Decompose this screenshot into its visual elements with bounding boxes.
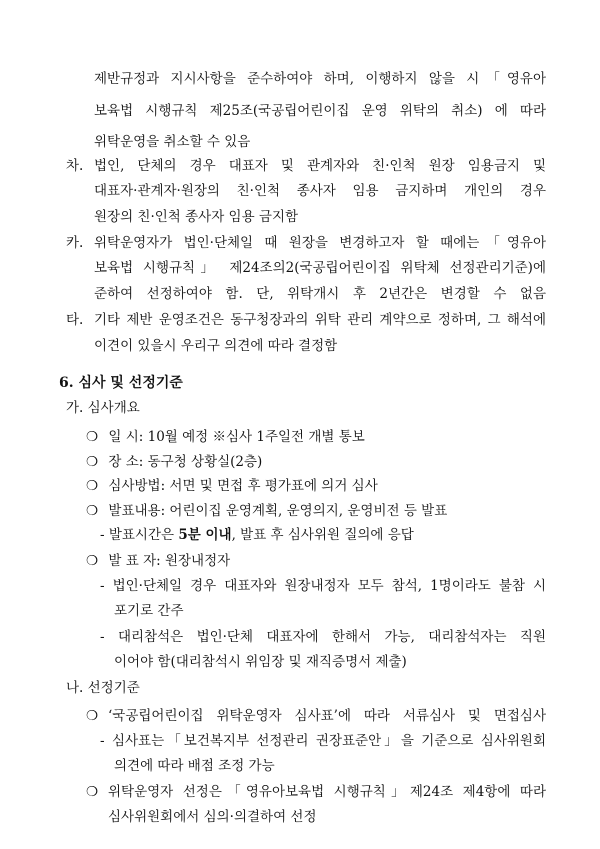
presenter-text: 원장내정자 bbox=[164, 553, 231, 569]
criteria-1-sub-line-2: 의견에 따라 배점 조정 가능 bbox=[114, 758, 275, 774]
circle-bullet-icon: ❍ bbox=[86, 503, 99, 519]
criteria-1-sub-line-1: - 심사표는「보건복지부 선정관리 권장표준안」을 기준으로 심사위원회 bbox=[100, 733, 546, 749]
section-6-title: 6. 심사 및 선정기준 bbox=[59, 375, 183, 391]
presentation-time-limit: 5분 이내 bbox=[178, 527, 232, 543]
item-ta-marker: 타. bbox=[66, 312, 84, 328]
circle-bullet-icon: ❍ bbox=[86, 784, 99, 800]
bullet-location bbox=[86, 452, 262, 472]
item-ka-line-2: 보육법 시행규칙」 제24조의2(국공립어린이집 위탁체 선정관리기준)에 bbox=[94, 260, 546, 276]
presentation-sub: - 발표시간은 5분 이내, 발표 후 심사위원 질의에 응답 bbox=[100, 527, 414, 543]
top-line-1: 제반규정과 지시사항을 준수하여야 하며, 이행하지 않을 시「영유아 bbox=[94, 71, 546, 87]
presentation-label: 발표내용: bbox=[108, 503, 166, 519]
bullet-criteria-2 bbox=[86, 782, 546, 802]
criteria-2-line-1: 위탁운영자 선정은「영유아보육법 시행규칙」제24조 제4항에 따라 bbox=[108, 784, 546, 800]
item-ka-line-3: 준하여 선정하여야 함. 단, 위탁개시 후 2년간은 변경할 수 없음 bbox=[94, 286, 546, 302]
item-ta-line-1: 기타 제반 운영조건은 동구청장과의 위탁 관리 계약으로 정하며, 그 해석에 bbox=[94, 312, 546, 328]
presentation-text: 어린이집 운영계획, 운영의지, 운영비전 등 발표 bbox=[169, 503, 448, 519]
item-ta-line-2: 이견이 있을시 우리구 의견에 따라 결정함 bbox=[94, 338, 338, 354]
circle-bullet-icon: ❍ bbox=[86, 478, 99, 494]
circle-bullet-icon: ❍ bbox=[86, 429, 99, 445]
location-label: 장 소: bbox=[108, 454, 144, 470]
bullet-presenter bbox=[86, 551, 230, 571]
item-ka-line-1: 위탁운영자가 법인·단체일 때 원장을 변경하고자 할 때에는「영유아 bbox=[94, 235, 546, 251]
method-text: 서면 및 면접 후 평가표에 의거 심사 bbox=[169, 478, 378, 494]
top-line-3: 위탁운영을 취소할 수 있음 bbox=[94, 134, 251, 150]
location-text: 동구청 상황실(2층) bbox=[147, 454, 263, 470]
item-cha-marker: 차. bbox=[66, 158, 84, 174]
circle-bullet-icon: ❍ bbox=[86, 454, 99, 470]
presenter-sub2-line-1: - 대리참석은 법인·단체 대표자에 한해서 가능, 대리참석자는 직원 bbox=[100, 629, 546, 645]
bullet-presentation bbox=[86, 501, 447, 521]
item-ka-marker: 카. bbox=[66, 235, 84, 251]
subsection-na-title: 나. 선정기준 bbox=[66, 680, 140, 696]
bullet-method bbox=[86, 476, 378, 496]
presenter-sub1-line-1: - 법인·단체일 경우 대표자와 원장내정자 모두 참석, 1명이라도 불참 시 bbox=[100, 578, 546, 594]
bullet-criteria-1 bbox=[86, 706, 546, 726]
presenter-sub1-line-2: 포기로 간주 bbox=[114, 603, 184, 619]
circle-bullet-icon: ❍ bbox=[86, 708, 99, 724]
presenter-sub2-line-2: 이어야 함(대리참석시 위임장 및 재직증명서 제출) bbox=[114, 654, 407, 670]
presenter-label: 발 표 자: bbox=[108, 553, 161, 569]
item-cha-line-2: 대표자·관계자·원장의 친·인척 종사자 임용 금지하며 개인의 경우 bbox=[94, 183, 546, 199]
criteria-2-line-2: 심사위원회에서 심의·의결하여 선정 bbox=[108, 809, 317, 825]
schedule-label: 일 시: bbox=[108, 429, 144, 445]
criteria-1-text: ‘국공립어린이집 위탁운영자 심사표’에 따라 서류심사 및 면접심사 bbox=[108, 708, 546, 724]
bullet-schedule bbox=[86, 427, 365, 447]
top-line-2: 보육법 시행규칙 제25조(국공립어린이집 운영 위탁의 취소) 에 따라 bbox=[94, 103, 546, 119]
circle-bullet-icon: ❍ bbox=[86, 553, 99, 569]
schedule-text: 10월 예정 ※심사 1주일전 개별 통보 bbox=[147, 429, 365, 445]
method-label: 심사방법: bbox=[108, 478, 166, 494]
item-cha-line-1: 법인, 단체의 경우 대표자 및 관계자와 친·인척 원장 임용금지 및 bbox=[94, 158, 546, 174]
item-cha-line-3: 원장의 친·인척 종사자 임용 금지함 bbox=[94, 209, 299, 225]
subsection-ga-title: 가. 심사개요 bbox=[66, 400, 140, 416]
